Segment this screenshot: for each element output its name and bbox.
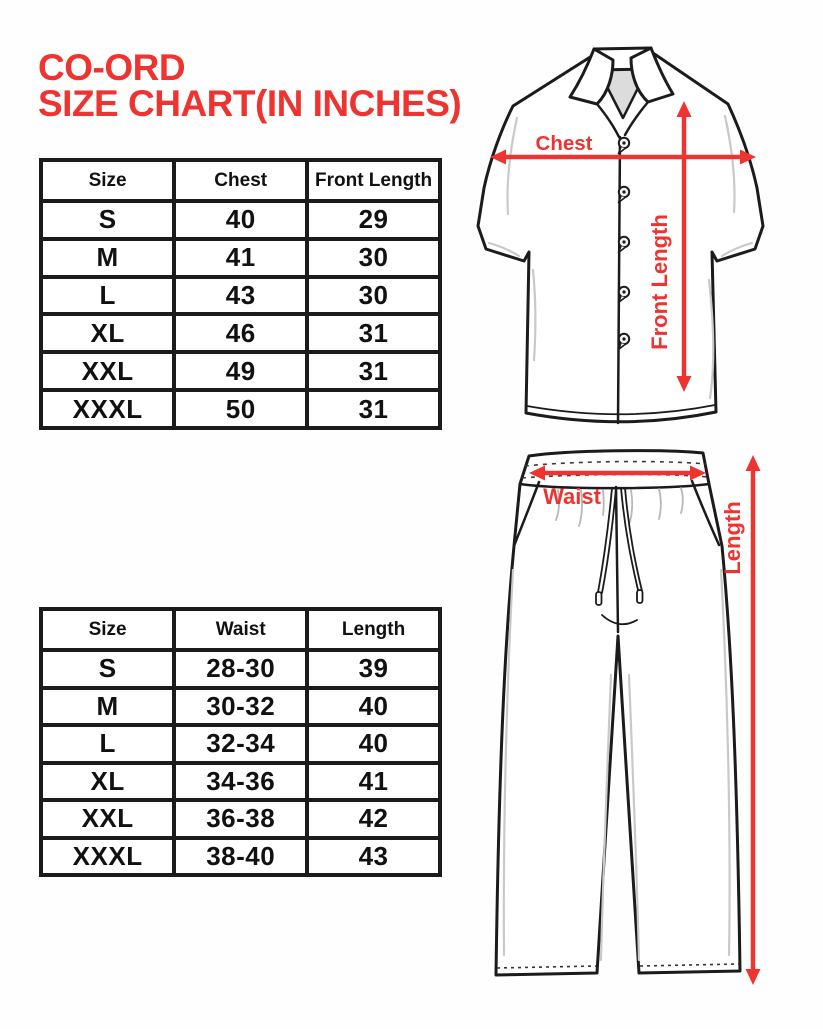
size-cell: XL xyxy=(41,314,174,352)
pants-outline xyxy=(496,451,740,975)
table-row xyxy=(41,201,440,239)
size-cell: XL xyxy=(41,763,174,801)
size-cell: XXXL xyxy=(41,838,174,876)
table-header-row xyxy=(41,160,440,201)
length-cell: 42 xyxy=(307,800,440,838)
pants-diagram xyxy=(463,440,823,995)
size-cell: M xyxy=(41,239,174,277)
front-length-cell: 29 xyxy=(307,201,440,239)
length-cell: 40 xyxy=(307,725,440,763)
chest-label: Chest xyxy=(535,132,593,155)
front-length-cell: 31 xyxy=(307,314,440,352)
size-cell: L xyxy=(41,277,174,315)
table-row xyxy=(41,838,440,876)
table-row xyxy=(41,390,440,428)
table-row xyxy=(41,763,440,801)
waist-cell: 32-34 xyxy=(174,725,307,763)
drawstring-aglet xyxy=(596,592,602,605)
size-header: Size xyxy=(41,160,174,201)
table-row xyxy=(41,277,440,315)
table-header-row xyxy=(41,609,440,650)
table-row xyxy=(41,688,440,726)
table-row xyxy=(41,239,440,277)
pants-size-table xyxy=(39,607,442,877)
chest-cell: 46 xyxy=(174,314,307,352)
size-cell: XXL xyxy=(41,352,174,390)
waist-cell: 28-30 xyxy=(174,650,307,688)
size-header: Size xyxy=(41,609,174,650)
size-cell: S xyxy=(41,650,174,688)
shirt-illustration xyxy=(463,30,823,435)
length-cell: 41 xyxy=(307,763,440,801)
table-row xyxy=(41,800,440,838)
waist-label: Waist xyxy=(543,484,601,509)
length-arrow xyxy=(746,455,761,985)
shirt-size-table xyxy=(39,158,442,430)
front-length-cell: 31 xyxy=(307,352,440,390)
table-row xyxy=(41,725,440,763)
title-line-1: CO-ORD xyxy=(38,47,186,88)
chest-cell: 49 xyxy=(174,352,307,390)
drawstring-aglet xyxy=(637,590,643,603)
front-length-cell: 31 xyxy=(307,390,440,428)
length-header: Length xyxy=(307,609,440,650)
table-row xyxy=(41,650,440,688)
chest-header: Chest xyxy=(174,160,307,201)
waist-header: Waist xyxy=(174,609,307,650)
length-cell: 40 xyxy=(307,688,440,726)
size-cell: S xyxy=(41,201,174,239)
waist-cell: 30-32 xyxy=(174,688,307,726)
front-length-label: Front Length xyxy=(647,214,672,350)
waist-cell: 36-38 xyxy=(174,800,307,838)
length-label: Length xyxy=(720,501,745,575)
table-row xyxy=(41,352,440,390)
size-cell: XXXL xyxy=(41,390,174,428)
front-length-cell: 30 xyxy=(307,239,440,277)
chest-cell: 40 xyxy=(174,201,307,239)
chest-cell: 50 xyxy=(174,390,307,428)
chest-cell: 43 xyxy=(174,277,307,315)
size-cell: M xyxy=(41,688,174,726)
front-length-header: Front Length xyxy=(307,160,440,201)
pants-illustration xyxy=(463,440,823,995)
table-row xyxy=(41,314,440,352)
page-title xyxy=(38,47,462,124)
waist-cell: 38-40 xyxy=(174,838,307,876)
length-cell: 43 xyxy=(307,838,440,876)
chest-cell: 41 xyxy=(174,239,307,277)
front-length-cell: 30 xyxy=(307,277,440,315)
title-line-2: SIZE CHART(IN INCHES) xyxy=(38,83,462,124)
waist-cell: 34-36 xyxy=(174,763,307,801)
size-cell: L xyxy=(41,725,174,763)
shirt-diagram xyxy=(463,30,823,435)
size-cell: XXL xyxy=(41,800,174,838)
length-cell: 39 xyxy=(307,650,440,688)
